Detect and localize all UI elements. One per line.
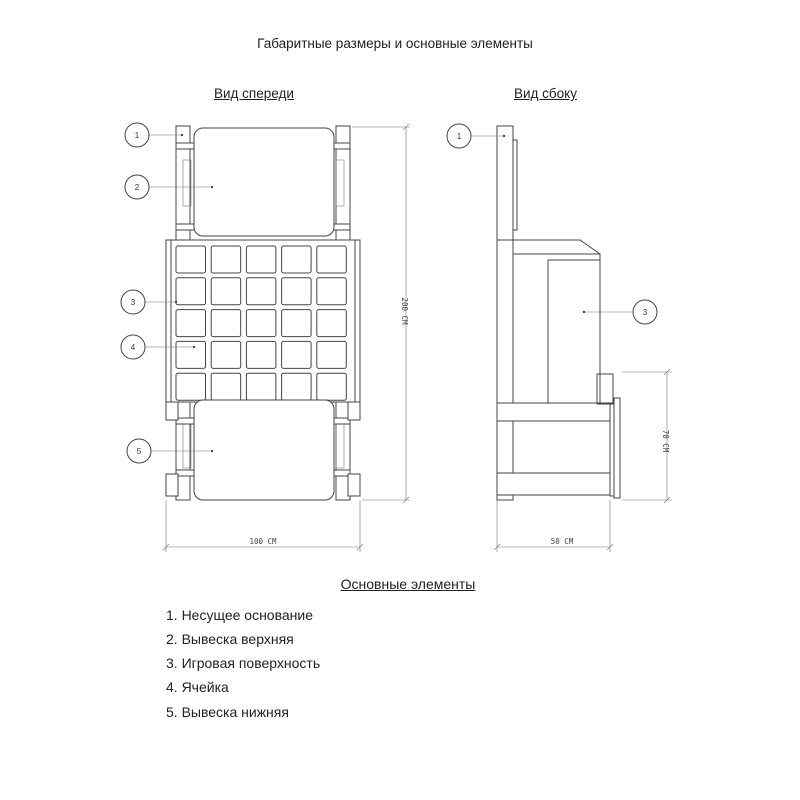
grid-cell xyxy=(211,246,241,273)
side-depth-label: 50 СМ xyxy=(550,537,574,546)
callout-1 xyxy=(125,123,183,147)
callout-label: 1 xyxy=(456,132,462,141)
side-sign-top xyxy=(497,126,513,240)
grid-cell xyxy=(282,373,312,400)
front-height-label: 200 СМ xyxy=(400,297,409,325)
side-stand-top xyxy=(497,403,610,421)
side-view xyxy=(447,124,672,552)
callout-label: 4 xyxy=(130,343,136,352)
top-sign xyxy=(194,128,334,236)
grid-cell xyxy=(282,341,312,368)
legend-item: 1. Несущее основание xyxy=(166,607,313,623)
grid-cell xyxy=(317,246,347,273)
side-sign-bottom xyxy=(614,398,620,498)
side-view-title: Вид сбоку xyxy=(514,86,577,101)
side-height-dimension xyxy=(622,369,672,503)
page-title: Габаритные размеры и основные элементы xyxy=(257,36,533,51)
legend-item: 5. Вывеска нижняя xyxy=(166,704,289,720)
grid-cell xyxy=(246,310,276,337)
bottom-sign xyxy=(194,400,334,500)
grid-cell xyxy=(176,341,206,368)
grid-cell xyxy=(317,310,347,337)
grid-cell xyxy=(211,310,241,337)
grid-cell xyxy=(317,278,347,305)
grid-cell xyxy=(246,278,276,305)
side-callout-1 xyxy=(447,124,505,148)
side-callout-3 xyxy=(583,300,657,324)
grid-cell xyxy=(317,341,347,368)
side-stand-base xyxy=(497,473,610,495)
grid-cell xyxy=(317,373,347,400)
grid-cell xyxy=(176,278,206,305)
callout-label: 3 xyxy=(642,308,648,317)
side-height-label: 70 СМ xyxy=(661,429,670,453)
legend-item: 2. Вывеска верхняя xyxy=(166,631,294,647)
grid-cell xyxy=(211,341,241,368)
grid-cell xyxy=(176,373,206,400)
front-height-dimension xyxy=(352,124,410,503)
side-depth-dimension xyxy=(494,500,613,552)
grid-cell xyxy=(246,341,276,368)
side-back-post xyxy=(497,240,513,500)
callout-label: 3 xyxy=(130,298,136,307)
callout-label: 1 xyxy=(134,131,140,140)
callout-label: 2 xyxy=(134,183,140,192)
grid-cell xyxy=(282,278,312,305)
legend-title: Основные элементы xyxy=(340,576,476,592)
front-width-label: 100 СМ xyxy=(249,537,277,546)
grid-cell xyxy=(211,278,241,305)
callout-label: 5 xyxy=(136,447,142,456)
grid-cell xyxy=(246,246,276,273)
legend-item: 3. Игровая поверхность xyxy=(166,655,321,671)
front-view-title: Вид спереди xyxy=(214,86,294,101)
grid-cell xyxy=(282,310,312,337)
cell-grid xyxy=(176,246,346,400)
grid-cell xyxy=(246,373,276,400)
grid-cell xyxy=(176,310,206,337)
grid-cell xyxy=(211,373,241,400)
grid-cell xyxy=(176,246,206,273)
front-width-dimension xyxy=(163,500,363,552)
legend-item: 4. Ячейка xyxy=(166,679,229,695)
front-view xyxy=(121,123,410,552)
grid-cell xyxy=(282,246,312,273)
